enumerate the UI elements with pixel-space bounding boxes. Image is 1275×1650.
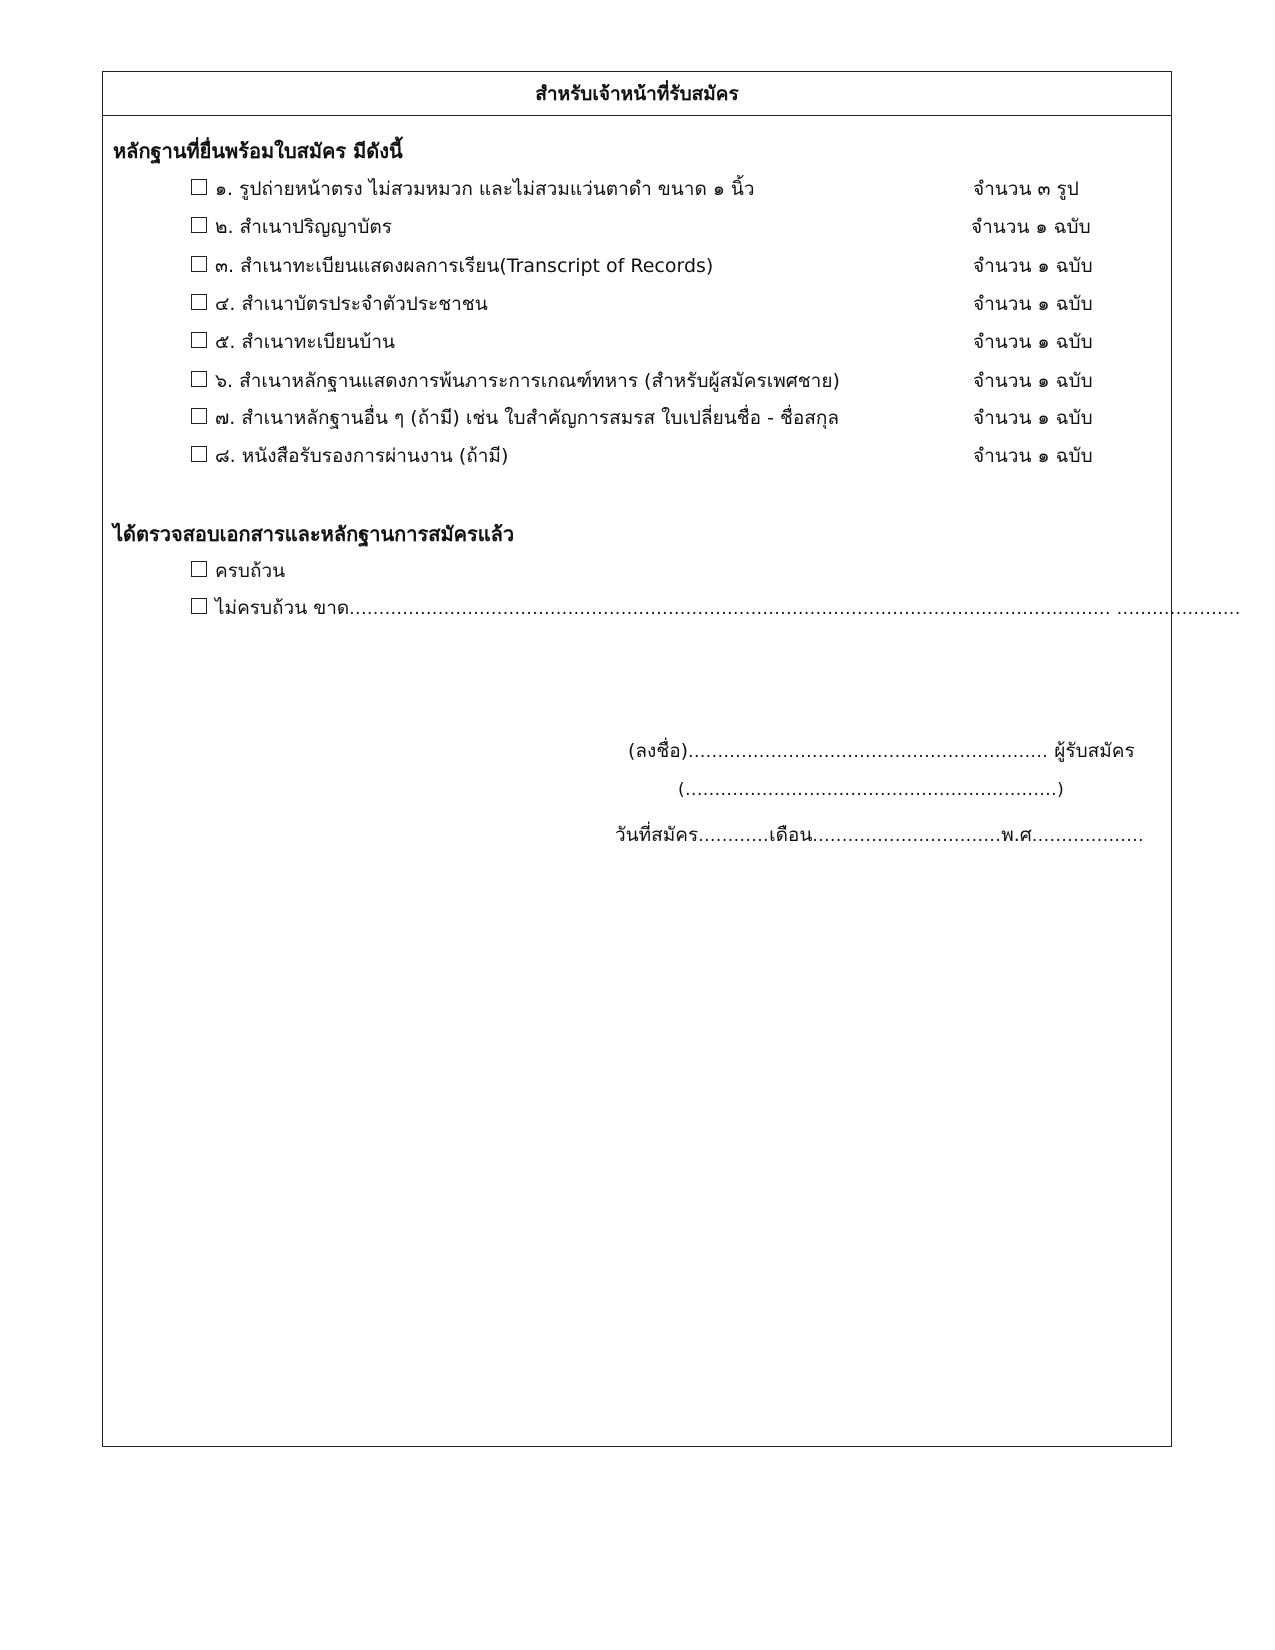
document-item-text: ๒. สำเนาปริญญาบัตร <box>215 216 392 238</box>
document-checkbox[interactable] <box>191 332 207 348</box>
signature-field[interactable]: ............................................................. <box>688 742 1049 762</box>
document-item-qty: จำนวน ๑ ฉบับ <box>973 445 1093 467</box>
document-item <box>191 253 1093 289</box>
year-label: พ.ศ <box>1001 824 1032 846</box>
document-item-text: ๑. รูปถ่ายหน้าตรง ไม่สวมหมวก และไม่สวมแว่นตาดำ ขนาด ๑ นิ้ว <box>215 178 755 200</box>
document-item <box>191 368 1093 404</box>
documents-heading: หลักฐานที่ยื่นพร้อมใบสมัคร มีดังนี้ <box>113 139 403 163</box>
missing-items-field[interactable]: ................................................................................................................................. ..................... <box>349 599 1241 619</box>
document-item <box>191 329 1093 365</box>
document-item-qty: จำนวน ๓ รูป <box>973 178 1079 200</box>
section-title: สำหรับเจ้าหน้าที่รับสมัคร <box>103 72 1171 116</box>
month-field[interactable]: ................................ <box>812 826 1002 846</box>
document-item-text: ๓. สำเนาทะเบียนแสดงผลการเรียน(Transcript of Records) <box>215 255 714 277</box>
day-field[interactable]: ............ <box>698 826 770 846</box>
complete-label: ครบถ้วน <box>215 560 286 582</box>
staff-section-frame <box>102 71 1241 1447</box>
date-label: วันที่สมัคร <box>615 824 699 846</box>
incomplete-checkbox[interactable] <box>191 598 207 614</box>
document-item <box>191 214 1091 250</box>
month-label: เดือน <box>769 824 813 846</box>
document-item-text: ๔. สำเนาบัตรประจำตัวประชาชน <box>215 293 488 315</box>
document-checkbox[interactable] <box>191 408 207 424</box>
document-item <box>191 176 1086 212</box>
complete-checkbox[interactable] <box>191 561 207 577</box>
document-item-text: ๕. สำเนาทะเบียนบ้าน <box>215 331 395 353</box>
document-item-text: ๘. หนังสือรับรองการผ่านงาน (ถ้ามี) <box>215 445 509 467</box>
document-item-qty: จำนวน ๑ ฉบับ <box>973 255 1093 277</box>
incomplete-label <box>215 593 1241 623</box>
document-item-qty: จำนวน ๑ ฉบับ <box>973 370 1093 392</box>
document-item <box>191 405 1093 441</box>
sign-prefix: (ลงชื่อ) <box>628 740 689 762</box>
document-item-text: ๖. สำเนาหลักฐานแสดงการพ้นภาระการเกณฑ์ทหาร (สำหรับผู้สมัครเพศชาย) <box>215 370 840 392</box>
document-checkbox[interactable] <box>191 256 207 272</box>
date-line <box>615 820 1144 850</box>
document-checkbox[interactable] <box>191 446 207 462</box>
document-item <box>191 443 1093 479</box>
printed-name-field[interactable]: (...............................................................) <box>678 780 1065 800</box>
document-item-qty: จำนวน ๑ ฉบับ <box>973 293 1093 315</box>
signature-line <box>628 736 1135 766</box>
printed-name-line <box>678 778 1064 800</box>
document-item-text: ๗. สำเนาหลักฐานอื่น ๆ (ถ้ามี) เช่น ใบสำคัญการสมรส ใบเปลี่ยนชื่อ - ชื่อสกุล <box>215 407 840 429</box>
document-item-qty: จำนวน ๑ ฉบับ <box>973 407 1093 429</box>
year-field[interactable]: ................... <box>1031 826 1145 846</box>
document-checkbox[interactable] <box>191 294 207 310</box>
verification-heading: ได้ตรวจสอบเอกสารและหลักฐานการสมัครแล้ว <box>113 522 515 546</box>
receiver-label: ผู้รับสมัคร <box>1054 740 1135 762</box>
document-checkbox[interactable] <box>191 217 207 233</box>
document-checkbox[interactable] <box>191 179 207 195</box>
document-item-qty: จำนวน ๑ ฉบับ <box>971 216 1091 238</box>
incomplete-label-text: ไม่ครบถ้วน ขาด <box>215 597 350 619</box>
document-checkbox[interactable] <box>191 371 207 387</box>
document-item <box>191 291 1093 327</box>
document-item-qty: จำนวน ๑ ฉบับ <box>973 331 1093 353</box>
